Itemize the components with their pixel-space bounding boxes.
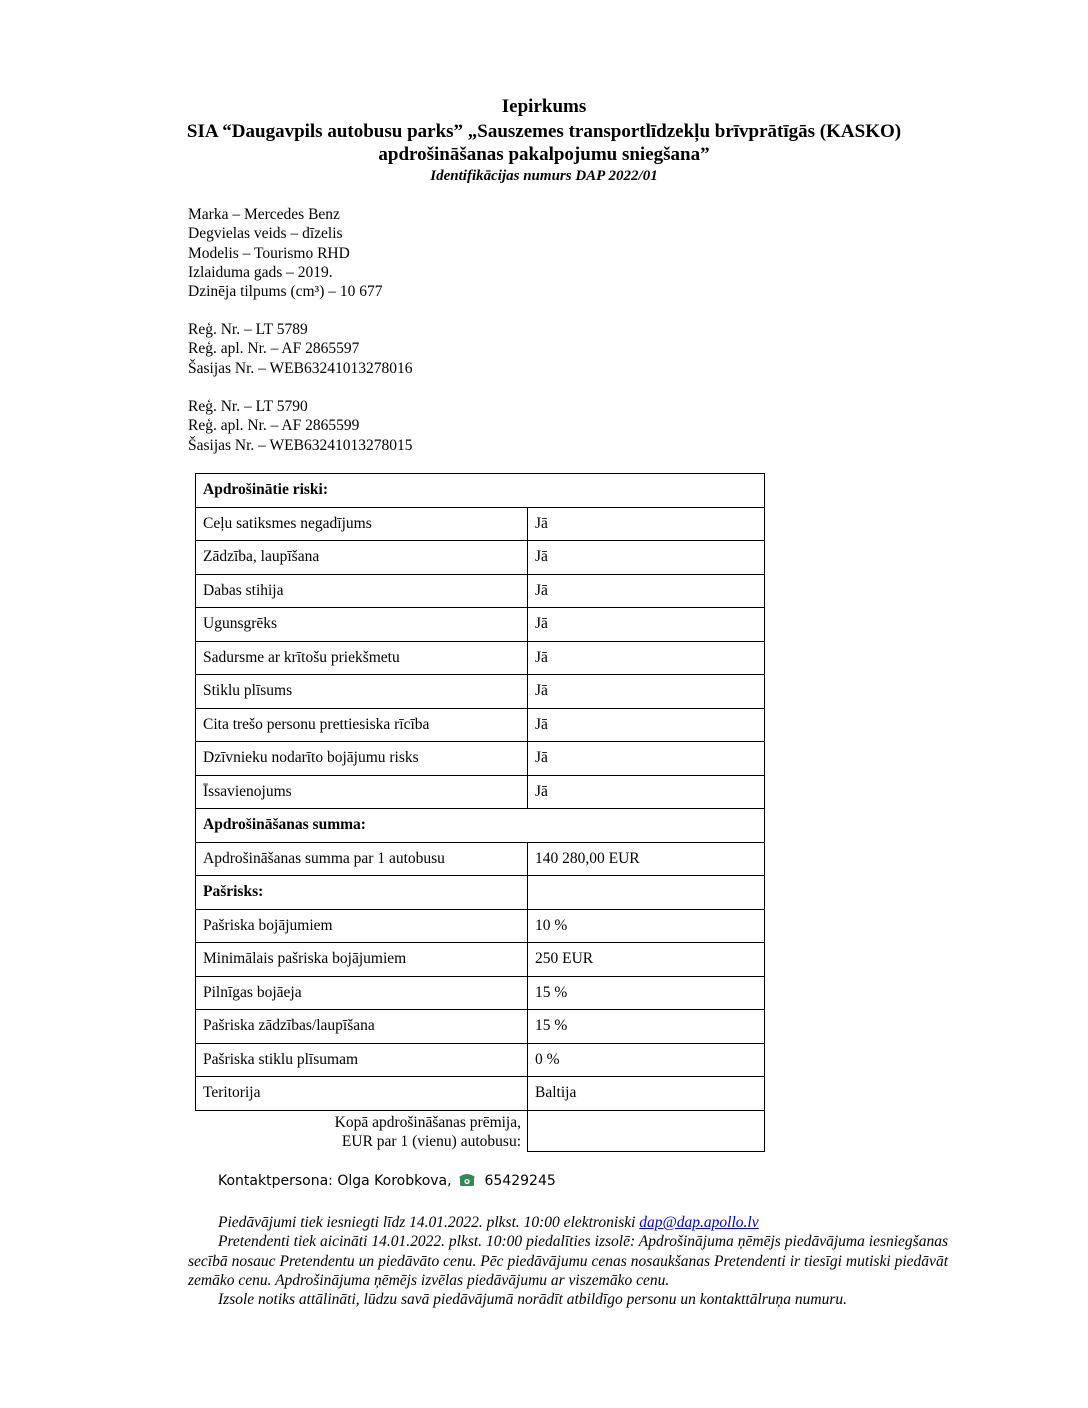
risk-name: Zādzība, laupīšana — [196, 541, 528, 575]
risk-name: Cita trešo personu prettiesiska rīcība — [196, 708, 528, 742]
risk-value: Jā — [528, 775, 765, 809]
deductible-name: Pilnīgas bojāeja — [196, 976, 528, 1010]
table-row — [196, 976, 765, 1010]
spec-year: Izlaiduma gads – 2019. — [188, 263, 333, 281]
table-row — [196, 842, 765, 876]
table-row — [196, 943, 765, 977]
risk-value: Jā — [528, 574, 765, 608]
risk-value: Jā — [528, 742, 765, 776]
total-label-line-1: Kopā apdrošināšanas prēmija, — [334, 1113, 521, 1131]
risk-value: Jā — [528, 708, 765, 742]
deductible-name: Pašriska bojājumiem — [196, 909, 528, 943]
procurement-title-line-1: SIA “Daugavpils autobusu parks” „Sauszemes transportlīdzekļu brīvprātīgās (KASKO) — [186, 121, 902, 142]
risk-value: Jā — [528, 507, 765, 541]
section-row — [196, 876, 765, 910]
spec-engine-volume: Dzinēja tilpums (cm³) – 10 677 — [188, 283, 383, 301]
deductible-heading: Pašrisks: — [196, 876, 528, 910]
document-title: Iepirkums — [501, 96, 587, 117]
contact-line — [218, 1172, 556, 1189]
risk-name: Sadursme ar krītošu priekšmetu — [196, 641, 528, 675]
phone-icon — [458, 1172, 476, 1186]
table-row — [196, 507, 765, 541]
spec-brand: Marka – Mercedes Benz — [188, 206, 340, 223]
deductible-value: 0 % — [528, 1043, 765, 1077]
chassis-number: Šasijas Nr. – WEB63241013278016 — [188, 359, 413, 377]
deductible-value: 15 % — [528, 976, 765, 1010]
deductible-value: 250 EUR — [528, 943, 765, 977]
contact-phone: 65429245 — [484, 1173, 556, 1189]
table-row — [196, 775, 765, 809]
table-row — [196, 675, 765, 709]
deductible-name: Teritorija — [196, 1077, 528, 1111]
offer-notes — [188, 1213, 948, 1309]
table-row — [196, 909, 765, 943]
risk-value: Jā — [528, 675, 765, 709]
remote-auction-note: Izsole notiks attālināti, lūdzu savā piedāvājumā norādīt atbildīgo personu un kontakttālruņa numuru. — [218, 1291, 848, 1309]
total-label-line-2: EUR par 1 (vienu) autobusu: — [341, 1132, 521, 1150]
vehicle-registration-2 — [188, 397, 412, 455]
vehicle-registration-1 — [188, 320, 412, 378]
sum-name: Apdrošināšanas summa par 1 autobusu — [196, 842, 528, 876]
email-link[interactable]: dap@dap.apollo.lv — [639, 1214, 759, 1231]
spec-fuel: Degvielas veids – dīzelis — [188, 225, 343, 243]
risk-name: Stiklu plīsums — [196, 675, 528, 709]
risk-name: Īssavienojums — [196, 775, 528, 809]
deadline-note — [188, 1213, 948, 1232]
procurement-title-line-2: apdrošināšanas pakalpojumu sniegšana” — [378, 144, 710, 165]
table-row — [196, 1077, 765, 1111]
deductible-value: 10 % — [528, 909, 765, 943]
risk-value: Jā — [528, 541, 765, 575]
total-premium-label — [196, 1110, 528, 1151]
spec-model: Modelis – Tourismo RHD — [188, 244, 350, 262]
deductible-value: Baltija — [528, 1077, 765, 1111]
deductible-name: Pašriska stiklu plīsumam — [196, 1043, 528, 1077]
table-row — [196, 1010, 765, 1044]
table-row — [196, 574, 765, 608]
contact-person: Kontaktpersona: Olga Korobkova, — [218, 1173, 452, 1189]
table-row — [196, 742, 765, 776]
risk-name: Ceļu satiksmes negadījums — [196, 507, 528, 541]
risks-heading: Apdrošinātie riski: — [196, 474, 765, 508]
section-row — [196, 474, 765, 508]
total-row — [196, 1110, 765, 1151]
table-row — [196, 541, 765, 575]
table-row — [196, 641, 765, 675]
risk-value: Jā — [528, 608, 765, 642]
reg-number: Reģ. Nr. – LT 5789 — [188, 321, 308, 338]
chassis-number: Šasijas Nr. – WEB63241013278015 — [188, 436, 413, 454]
reg-certificate-number: Reģ. apl. Nr. – AF 2865599 — [188, 417, 360, 435]
total-premium-value[interactable] — [528, 1110, 765, 1151]
vehicle-specs — [188, 205, 382, 301]
risk-name: Dzīvnieku nodarīto bojājumu risks — [196, 742, 528, 776]
deductible-heading-empty — [528, 876, 765, 910]
deadline-text: Piedāvājumi tiek iesniegti līdz 14.01.2022. plkst. 10:00 elektroniski — [218, 1214, 636, 1231]
risk-value: Jā — [528, 641, 765, 675]
risk-name: Dabas stihija — [196, 574, 528, 608]
insurance-table — [195, 473, 765, 1152]
table-row — [196, 608, 765, 642]
deductible-name: Minimālais pašriska bojājumiem — [196, 943, 528, 977]
reg-number: Reģ. Nr. – LT 5790 — [188, 398, 308, 415]
sum-heading: Apdrošināšanas summa: — [196, 809, 765, 843]
table-row — [196, 1043, 765, 1077]
identification-number: Identifikācijas numurs DAP 2022/01 — [430, 168, 658, 184]
auction-note: Pretendenti tiek aicināti 14.01.2022. plkst. 10:00 piedalīties izsolē: Apdrošinājuma ņēmējs piedāvājuma iesniegšanas secībā nosauc Pretendentu un piedāvāto cenu. Pēc piedāvājumu cenas nosaukšanas Pretendenti ir tiesīgi mutiski piedāvāt zemāko cenu. Apdrošinājuma ņēmējs izvēlas piedāvājumu ar viszemāko cenu. — [188, 1233, 948, 1289]
deductible-value: 15 % — [528, 1010, 765, 1044]
sum-value: 140 280,00 EUR — [528, 842, 765, 876]
deductible-name: Pašriska zādzības/laupīšana — [196, 1010, 528, 1044]
section-row — [196, 809, 765, 843]
risk-name: Ugunsgrēks — [196, 608, 528, 642]
table-row — [196, 708, 765, 742]
reg-certificate-number: Reģ. apl. Nr. – AF 2865597 — [188, 340, 360, 358]
